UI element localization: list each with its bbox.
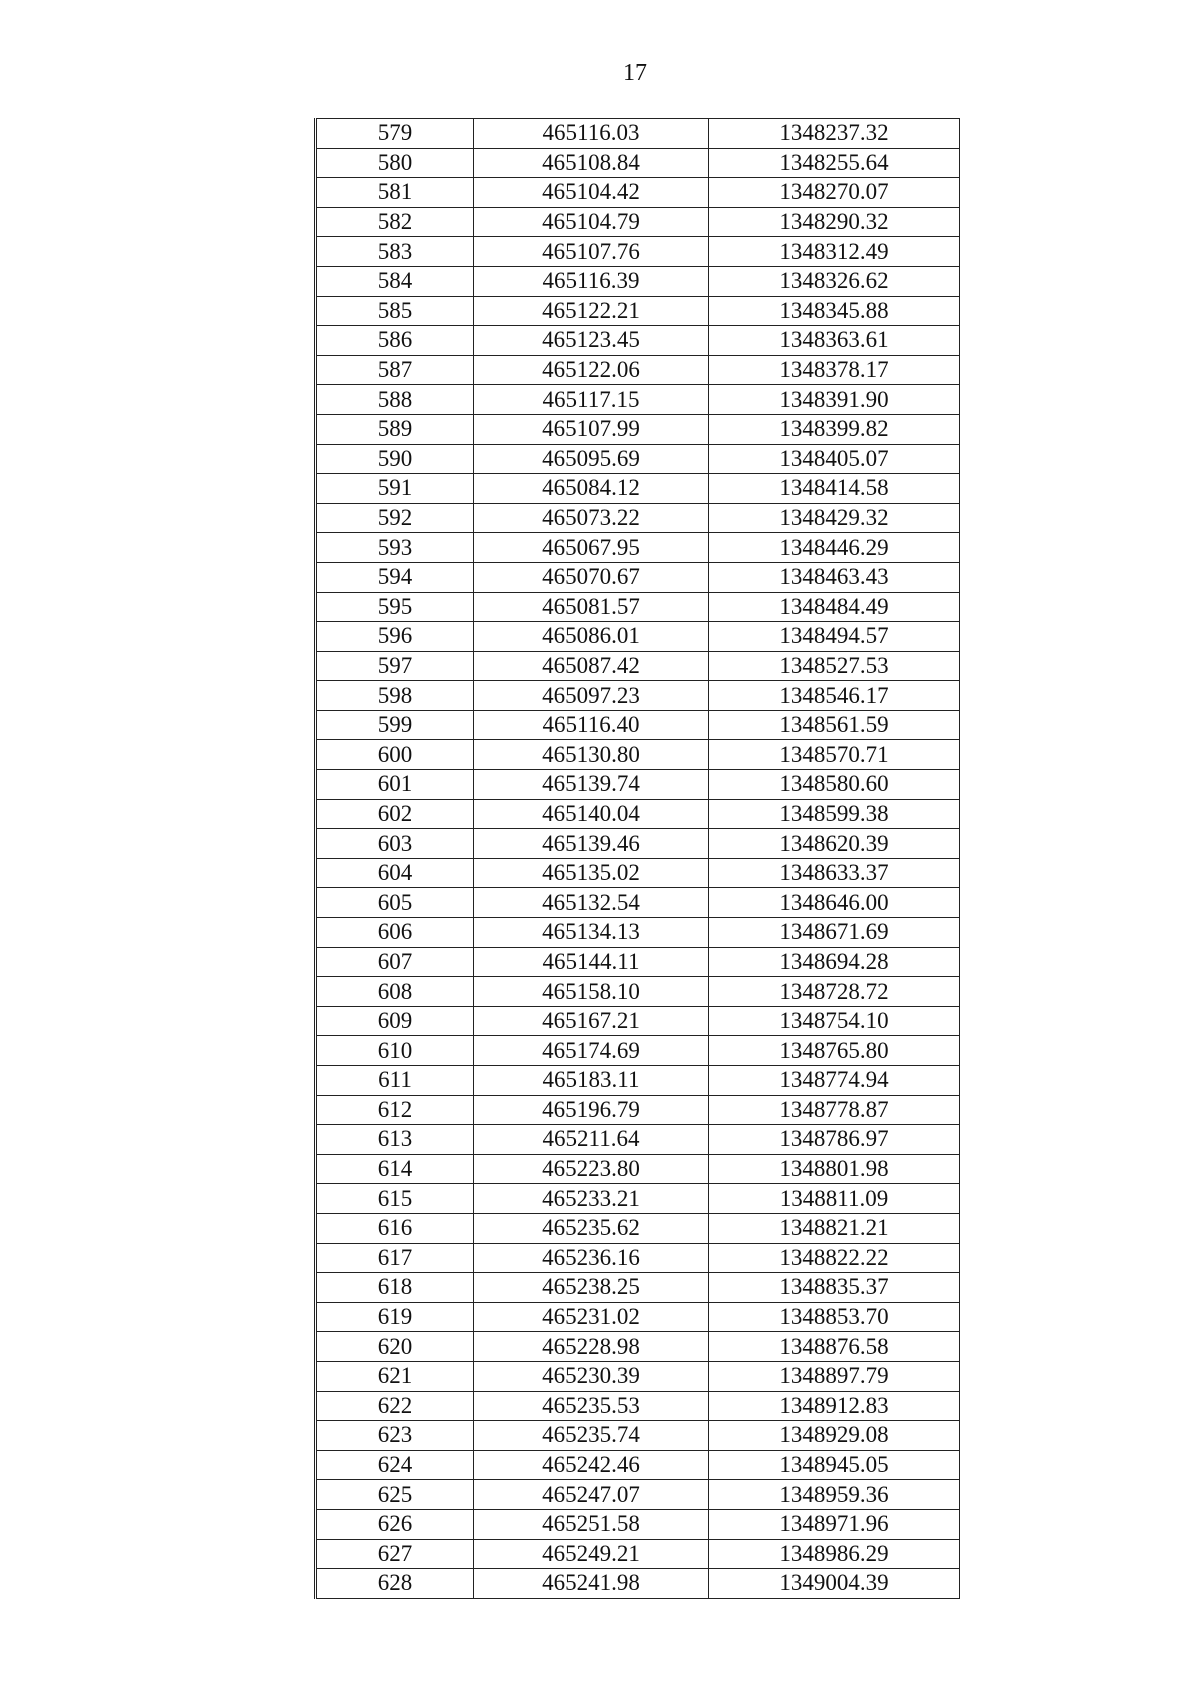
- table-row: [316, 119, 960, 149]
- x-coordinate-cell: 465097.23: [474, 681, 709, 711]
- table-row: [316, 1213, 960, 1243]
- table-row: [316, 474, 960, 504]
- point-number-cell: 600: [316, 740, 474, 770]
- x-coordinate-cell: 465122.21: [474, 296, 709, 326]
- table-row: [316, 740, 960, 770]
- table-row: [316, 1243, 960, 1273]
- table-row: [316, 178, 960, 208]
- point-number-cell: 612: [316, 1095, 474, 1125]
- x-coordinate-cell: 465084.12: [474, 474, 709, 504]
- point-number-cell: 581: [316, 178, 474, 208]
- x-coordinate-cell: 465228.98: [474, 1332, 709, 1362]
- table-row: [316, 562, 960, 592]
- y-coordinate-cell: 1348463.43: [709, 562, 960, 592]
- y-coordinate-cell: 1348801.98: [709, 1154, 960, 1184]
- x-coordinate-cell: 465116.40: [474, 710, 709, 740]
- table-row: [316, 148, 960, 178]
- y-coordinate-cell: 1349004.39: [709, 1569, 960, 1599]
- point-number-cell: 594: [316, 562, 474, 592]
- point-number-cell: 616: [316, 1213, 474, 1243]
- y-coordinate-cell: 1348728.72: [709, 977, 960, 1007]
- table-row: [316, 1361, 960, 1391]
- table-row: [316, 1273, 960, 1303]
- table-row: [316, 1539, 960, 1569]
- point-number-cell: 591: [316, 474, 474, 504]
- table-row: [316, 1125, 960, 1155]
- x-coordinate-cell: 465087.42: [474, 651, 709, 681]
- y-coordinate-cell: 1348405.07: [709, 444, 960, 474]
- table-row: [316, 858, 960, 888]
- table-row: [316, 622, 960, 652]
- point-number-cell: 590: [316, 444, 474, 474]
- y-coordinate-cell: 1348580.60: [709, 770, 960, 800]
- x-coordinate-cell: 465196.79: [474, 1095, 709, 1125]
- y-coordinate-cell: 1348378.17: [709, 355, 960, 385]
- x-coordinate-cell: 465140.04: [474, 799, 709, 829]
- table-row: [316, 888, 960, 918]
- x-coordinate-cell: 465104.79: [474, 207, 709, 237]
- x-coordinate-cell: 465070.67: [474, 562, 709, 592]
- table-row: [316, 414, 960, 444]
- point-number-cell: 628: [316, 1569, 474, 1599]
- point-number-cell: 613: [316, 1125, 474, 1155]
- table-row: [316, 533, 960, 563]
- point-number-cell: 589: [316, 414, 474, 444]
- x-coordinate-cell: 465235.62: [474, 1213, 709, 1243]
- x-coordinate-cell: 465238.25: [474, 1273, 709, 1303]
- point-number-cell: 603: [316, 829, 474, 859]
- y-coordinate-cell: 1348694.28: [709, 947, 960, 977]
- table-row: [316, 1066, 960, 1096]
- y-coordinate-cell: 1348671.69: [709, 918, 960, 948]
- x-coordinate-cell: 465174.69: [474, 1036, 709, 1066]
- y-coordinate-cell: 1348811.09: [709, 1184, 960, 1214]
- table-row: [316, 1006, 960, 1036]
- y-coordinate-cell: 1348270.07: [709, 178, 960, 208]
- x-coordinate-cell: 465122.06: [474, 355, 709, 385]
- table-row: [316, 326, 960, 356]
- y-coordinate-cell: 1348986.29: [709, 1539, 960, 1569]
- x-coordinate-cell: 465233.21: [474, 1184, 709, 1214]
- table-row: [316, 710, 960, 740]
- point-number-cell: 617: [316, 1243, 474, 1273]
- y-coordinate-cell: 1348945.05: [709, 1450, 960, 1480]
- point-number-cell: 584: [316, 266, 474, 296]
- y-coordinate-cell: 1348363.61: [709, 326, 960, 356]
- y-coordinate-cell: 1348494.57: [709, 622, 960, 652]
- point-number-cell: 585: [316, 296, 474, 326]
- table-row: [316, 592, 960, 622]
- x-coordinate-cell: 465104.42: [474, 178, 709, 208]
- point-number-cell: 610: [316, 1036, 474, 1066]
- y-coordinate-cell: 1348546.17: [709, 681, 960, 711]
- x-coordinate-cell: 465223.80: [474, 1154, 709, 1184]
- table-row: [316, 266, 960, 296]
- table-row: [316, 1480, 960, 1510]
- point-number-cell: 604: [316, 858, 474, 888]
- y-coordinate-cell: 1348835.37: [709, 1273, 960, 1303]
- point-number-cell: 579: [316, 119, 474, 149]
- y-coordinate-cell: 1348345.88: [709, 296, 960, 326]
- point-number-cell: 588: [316, 385, 474, 415]
- y-coordinate-cell: 1348897.79: [709, 1361, 960, 1391]
- y-coordinate-cell: 1348646.00: [709, 888, 960, 918]
- x-coordinate-cell: 465086.01: [474, 622, 709, 652]
- x-coordinate-cell: 465236.16: [474, 1243, 709, 1273]
- x-coordinate-cell: 465139.74: [474, 770, 709, 800]
- x-coordinate-cell: 465132.54: [474, 888, 709, 918]
- x-coordinate-cell: 465134.13: [474, 918, 709, 948]
- y-coordinate-cell: 1348929.08: [709, 1421, 960, 1451]
- x-coordinate-cell: 465230.39: [474, 1361, 709, 1391]
- y-coordinate-cell: 1348391.90: [709, 385, 960, 415]
- x-coordinate-cell: 465247.07: [474, 1480, 709, 1510]
- y-coordinate-cell: 1348326.62: [709, 266, 960, 296]
- point-number-cell: 614: [316, 1154, 474, 1184]
- y-coordinate-cell: 1348754.10: [709, 1006, 960, 1036]
- x-coordinate-cell: 465231.02: [474, 1302, 709, 1332]
- table-row: [316, 1184, 960, 1214]
- point-number-cell: 586: [316, 326, 474, 356]
- table-row: [316, 1450, 960, 1480]
- y-coordinate-cell: 1348237.32: [709, 119, 960, 149]
- y-coordinate-cell: 1348971.96: [709, 1509, 960, 1539]
- y-coordinate-cell: 1348484.49: [709, 592, 960, 622]
- x-coordinate-cell: 465158.10: [474, 977, 709, 1007]
- table-row: [316, 1036, 960, 1066]
- y-coordinate-cell: 1348570.71: [709, 740, 960, 770]
- y-coordinate-cell: 1348561.59: [709, 710, 960, 740]
- table-row: [316, 296, 960, 326]
- page-number: 17: [623, 60, 647, 86]
- table-row: [316, 207, 960, 237]
- x-coordinate-cell: 465167.21: [474, 1006, 709, 1036]
- point-number-cell: 625: [316, 1480, 474, 1510]
- x-coordinate-cell: 465107.99: [474, 414, 709, 444]
- y-coordinate-cell: 1348853.70: [709, 1302, 960, 1332]
- x-coordinate-cell: 465095.69: [474, 444, 709, 474]
- point-number-cell: 595: [316, 592, 474, 622]
- y-coordinate-cell: 1348786.97: [709, 1125, 960, 1155]
- coordinates-table: [314, 118, 960, 1599]
- x-coordinate-cell: 465081.57: [474, 592, 709, 622]
- x-coordinate-cell: 465135.02: [474, 858, 709, 888]
- x-coordinate-cell: 465108.84: [474, 148, 709, 178]
- table-row: [316, 444, 960, 474]
- table-row: [316, 1391, 960, 1421]
- table-row: [316, 503, 960, 533]
- x-coordinate-cell: 465249.21: [474, 1539, 709, 1569]
- table-row: [316, 355, 960, 385]
- table-row: [316, 237, 960, 267]
- point-number-cell: 601: [316, 770, 474, 800]
- point-number-cell: 598: [316, 681, 474, 711]
- y-coordinate-cell: 1348399.82: [709, 414, 960, 444]
- point-number-cell: 626: [316, 1509, 474, 1539]
- x-coordinate-cell: 465073.22: [474, 503, 709, 533]
- point-number-cell: 597: [316, 651, 474, 681]
- point-number-cell: 582: [316, 207, 474, 237]
- y-coordinate-cell: 1348312.49: [709, 237, 960, 267]
- x-coordinate-cell: 465144.11: [474, 947, 709, 977]
- x-coordinate-cell: 465130.80: [474, 740, 709, 770]
- x-coordinate-cell: 465116.03: [474, 119, 709, 149]
- x-coordinate-cell: 465183.11: [474, 1066, 709, 1096]
- x-coordinate-cell: 465067.95: [474, 533, 709, 563]
- point-number-cell: 608: [316, 977, 474, 1007]
- y-coordinate-cell: 1348633.37: [709, 858, 960, 888]
- table-row: [316, 1332, 960, 1362]
- point-number-cell: 615: [316, 1184, 474, 1214]
- x-coordinate-cell: 465107.76: [474, 237, 709, 267]
- y-coordinate-cell: 1348822.22: [709, 1243, 960, 1273]
- x-coordinate-cell: 465211.64: [474, 1125, 709, 1155]
- y-coordinate-cell: 1348765.80: [709, 1036, 960, 1066]
- point-number-cell: 583: [316, 237, 474, 267]
- x-coordinate-cell: 465251.58: [474, 1509, 709, 1539]
- point-number-cell: 596: [316, 622, 474, 652]
- point-number-cell: 611: [316, 1066, 474, 1096]
- table-row: [316, 918, 960, 948]
- y-coordinate-cell: 1348446.29: [709, 533, 960, 563]
- point-number-cell: 623: [316, 1421, 474, 1451]
- table-row: [316, 681, 960, 711]
- table-row: [316, 651, 960, 681]
- table-row: [316, 385, 960, 415]
- coordinates-table-body: [316, 119, 960, 1599]
- point-number-cell: 619: [316, 1302, 474, 1332]
- x-coordinate-cell: 465241.98: [474, 1569, 709, 1599]
- y-coordinate-cell: 1348429.32: [709, 503, 960, 533]
- table-row: [316, 1569, 960, 1599]
- y-coordinate-cell: 1348290.32: [709, 207, 960, 237]
- point-number-cell: 620: [316, 1332, 474, 1362]
- x-coordinate-cell: 465235.74: [474, 1421, 709, 1451]
- table-row: [316, 1509, 960, 1539]
- point-number-cell: 599: [316, 710, 474, 740]
- x-coordinate-cell: 465123.45: [474, 326, 709, 356]
- table-row: [316, 770, 960, 800]
- point-number-cell: 587: [316, 355, 474, 385]
- point-number-cell: 605: [316, 888, 474, 918]
- y-coordinate-cell: 1348778.87: [709, 1095, 960, 1125]
- y-coordinate-cell: 1348255.64: [709, 148, 960, 178]
- point-number-cell: 621: [316, 1361, 474, 1391]
- table-row: [316, 799, 960, 829]
- table-row: [316, 829, 960, 859]
- y-coordinate-cell: 1348774.94: [709, 1066, 960, 1096]
- x-coordinate-cell: 465117.15: [474, 385, 709, 415]
- y-coordinate-cell: 1348527.53: [709, 651, 960, 681]
- point-number-cell: 607: [316, 947, 474, 977]
- y-coordinate-cell: 1348620.39: [709, 829, 960, 859]
- point-number-cell: 593: [316, 533, 474, 563]
- y-coordinate-cell: 1348959.36: [709, 1480, 960, 1510]
- table-row: [316, 1302, 960, 1332]
- y-coordinate-cell: 1348821.21: [709, 1213, 960, 1243]
- y-coordinate-cell: 1348414.58: [709, 474, 960, 504]
- table-row: [316, 947, 960, 977]
- table-row: [316, 1421, 960, 1451]
- table-row: [316, 1095, 960, 1125]
- x-coordinate-cell: 465116.39: [474, 266, 709, 296]
- point-number-cell: 618: [316, 1273, 474, 1303]
- point-number-cell: 627: [316, 1539, 474, 1569]
- point-number-cell: 606: [316, 918, 474, 948]
- point-number-cell: 624: [316, 1450, 474, 1480]
- y-coordinate-cell: 1348912.83: [709, 1391, 960, 1421]
- point-number-cell: 622: [316, 1391, 474, 1421]
- point-number-cell: 580: [316, 148, 474, 178]
- x-coordinate-cell: 465139.46: [474, 829, 709, 859]
- y-coordinate-cell: 1348876.58: [709, 1332, 960, 1362]
- x-coordinate-cell: 465235.53: [474, 1391, 709, 1421]
- y-coordinate-cell: 1348599.38: [709, 799, 960, 829]
- x-coordinate-cell: 465242.46: [474, 1450, 709, 1480]
- point-number-cell: 592: [316, 503, 474, 533]
- table-row: [316, 1154, 960, 1184]
- table-row: [316, 977, 960, 1007]
- point-number-cell: 602: [316, 799, 474, 829]
- point-number-cell: 609: [316, 1006, 474, 1036]
